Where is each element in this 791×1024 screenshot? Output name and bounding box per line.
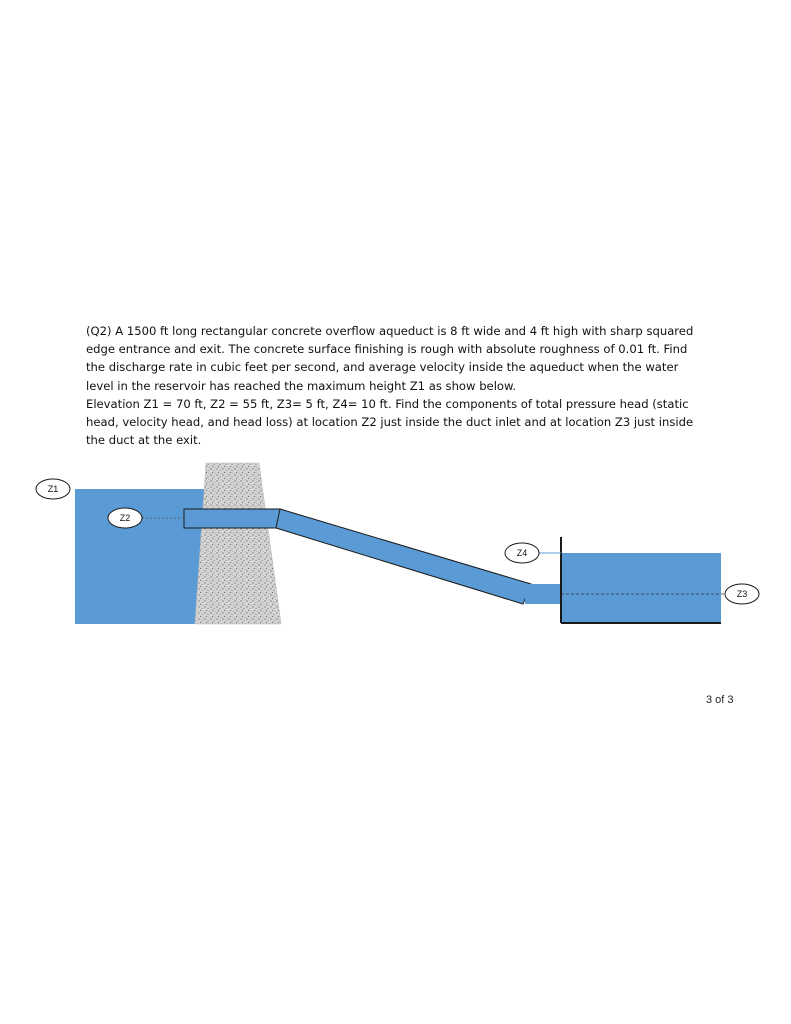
- z2-label: Z2: [119, 513, 131, 523]
- z1-label: Z1: [47, 484, 59, 494]
- z4-label: Z4: [516, 548, 528, 558]
- problem-line: the discharge rate in cubic feet per second, and average velocity inside the aqueduct when the water: [86, 360, 679, 375]
- z3-label: Z3: [736, 589, 748, 599]
- problem-line: level in the reservoir has reached the maximum height Z1 as show below.: [86, 378, 517, 393]
- problem-line: Elevation Z1 = 70 ft, Z2 = 55 ft, Z3= 5 ft, Z4= 10 ft. Find the components of total pressure head (static: [86, 396, 689, 411]
- problem-line: head, velocity head, and head loss) at location Z2 just inside the duct inlet and at location Z3 just inside: [86, 415, 694, 430]
- inlet-duct: [184, 509, 280, 528]
- problem-line: edge entrance and exit. The concrete surface finishing is rough with absolute roughness of 0.01 ft. Find: [86, 342, 688, 357]
- problem-line: the duct at the exit.: [86, 433, 202, 448]
- outlet-duct: [525, 584, 561, 604]
- problem-line: (Q2) A 1500 ft long rectangular concrete overflow aqueduct is 8 ft wide and 4 ft high with sharp squared: [86, 324, 694, 338]
- page-number: 3 of 3: [706, 694, 734, 706]
- sloped-aqueduct: [276, 509, 531, 604]
- lower-tank: [561, 553, 721, 623]
- concrete-dam: [195, 463, 281, 624]
